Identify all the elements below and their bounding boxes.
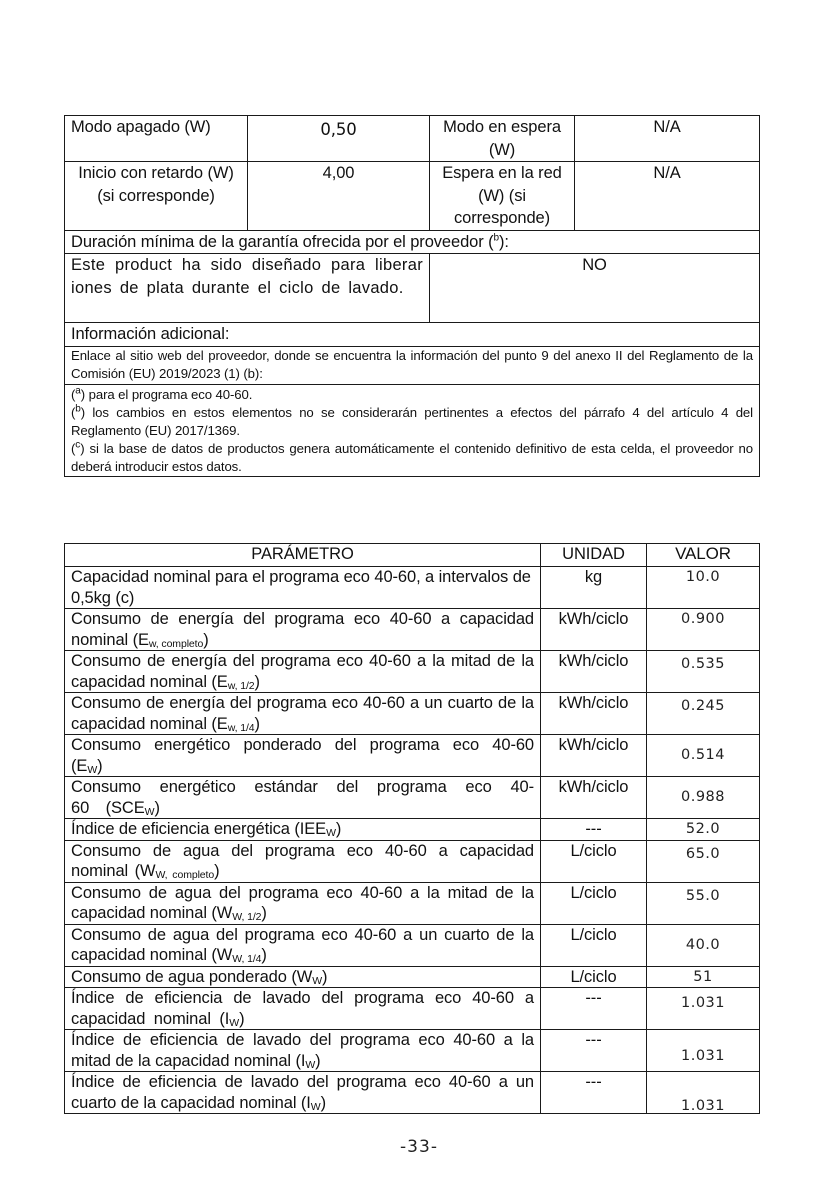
table-row: [65, 254, 760, 323]
delay-start-value: 4,00: [248, 162, 430, 231]
param-value: 0.988: [647, 777, 760, 819]
param-unit: kWh/ciclo: [541, 609, 647, 651]
param-unit: ---: [541, 1072, 647, 1114]
param-unit: L/ciclo: [541, 966, 647, 988]
header-value: VALOR: [647, 544, 760, 567]
param-unit: L/ciclo: [541, 882, 647, 924]
network-standby-value: N/A: [575, 162, 760, 231]
standby-mode-value: N/A: [575, 116, 760, 162]
param-unit: kWh/ciclo: [541, 651, 647, 693]
page-number: -33-: [400, 1137, 438, 1157]
header-parameter: PARÁMETRO: [65, 544, 541, 567]
param-value: 52.0: [647, 819, 760, 841]
param-unit: ---: [541, 819, 647, 841]
param-label: Índice de eficiencia energética $(IEE_W)$: [65, 819, 541, 841]
param-label: Consumo de agua ponderado $(W_W)$: [65, 966, 541, 988]
table-row: [65, 1030, 760, 1072]
param-unit: kg: [541, 567, 647, 609]
table-row: [65, 384, 760, 476]
param-label: Capacidad nominal para el programa eco 40-60, a intervalos de 0,5kg (c): [65, 567, 541, 609]
table-row: [65, 323, 760, 347]
param-value: 51: [647, 966, 760, 988]
silver-ions-label: Este product ha sido diseñado para liberar iones de plata durante el ciclo de lavado.: [65, 254, 430, 323]
param-value: 55.0: [647, 882, 760, 924]
param-value: 40.0: [647, 924, 760, 966]
table-row: [65, 162, 760, 231]
footnotes: [65, 384, 760, 476]
warranty-duration-label: Duración mínima de la garantía ofrecida por el proveedor ($^b$):: [65, 230, 760, 254]
table-row: [65, 777, 760, 819]
param-label: Consumo de energía del programa eco 40-60 a un cuarto de la capacidad nominal $(E_{w, 1/4})$: [65, 693, 541, 735]
table-row: [65, 1072, 760, 1114]
param-label: Índice de eficiencia de lavado del programa eco 40-60 a capacidad nominal $(I_W)$: [65, 988, 541, 1030]
param-value: 1.031: [647, 988, 760, 1030]
param-value: 0.514: [647, 735, 760, 777]
param-label: Consumo energético ponderado del programa eco 40-60 $(E_W)$: [65, 735, 541, 777]
param-value: 1.031: [647, 1030, 760, 1072]
network-standby-label: Espera en la red (W) (si corresponde): [430, 162, 575, 231]
delay-start-label: Inicio con retardo (W) (si corresponde): [65, 162, 248, 231]
table-row: [65, 567, 760, 609]
table-row: [65, 924, 760, 966]
footnote-c: ($^c$) si la base de datos de productos genera automáticamente el contenido definitivo de esta celda, el proveedor no deberá introducir estos datos.: [71, 439, 753, 474]
param-value: 1.031: [647, 1072, 760, 1114]
param-value: 10.0: [647, 567, 760, 609]
table-row: [65, 966, 760, 988]
table-row: [65, 840, 760, 882]
table-row: [65, 735, 760, 777]
parameter-table: [64, 543, 760, 1114]
param-label: Consumo de agua del programa eco 40-60 a la mitad de la capacidad nominal $(W_{W, 1/2})$: [65, 882, 541, 924]
param-label: Consumo de energía del programa eco 40-60 a la mitad de la capacidad nominal $(E_{w, 1/2})$: [65, 651, 541, 693]
table-row: [65, 116, 760, 162]
table-row: [65, 988, 760, 1030]
standby-power-table: [64, 115, 760, 477]
footnote-a: ($^a$) para el programa eco 40-60.: [71, 385, 253, 402]
param-unit: kWh/ciclo: [541, 777, 647, 819]
param-unit: L/ciclo: [541, 924, 647, 966]
additional-info-heading: Información adicional:: [65, 323, 760, 347]
table-header-row: [65, 544, 760, 567]
table-row: [65, 693, 760, 735]
param-label: Índice de eficiencia de lavado del programa eco 40-60 a la mitad de la capacidad nominal $(I_W)$: [65, 1030, 541, 1072]
table-row: [65, 346, 760, 384]
param-value: 0.900: [647, 609, 760, 651]
table-row: [65, 819, 760, 841]
param-value: 0.245: [647, 693, 760, 735]
param-unit: L/ciclo: [541, 840, 647, 882]
table-row: [65, 230, 760, 254]
table-row: [65, 651, 760, 693]
param-label: Índice de eficiencia de lavado del programa eco 40-60 a un cuarto de la capacidad nominal $(I_W)$: [65, 1072, 541, 1114]
standby-mode-label: Modo en espera (W): [430, 116, 575, 162]
param-unit: kWh/ciclo: [541, 735, 647, 777]
off-mode-label: Modo apagado (W): [65, 116, 248, 162]
table-row: [65, 609, 760, 651]
param-unit: ---: [541, 1030, 647, 1072]
param-value: 0.535: [647, 651, 760, 693]
silver-ions-value: NO: [430, 254, 760, 323]
param-unit: kWh/ciclo: [541, 693, 647, 735]
param-label: Consumo de energía del programa eco 40-60 a capacidad nominal $(E_{w, completo})$: [65, 609, 541, 651]
param-label: Consumo de agua del programa eco 40-60 a capacidad nominal $(W_{W, completo})$: [65, 840, 541, 882]
footnote-b: ($^b$) los cambios en estos elementos no se considerarán pertinentes a efectos del párrafo 4 del artículo 4 del Reglamento (EU) 2017/1369.: [71, 403, 753, 438]
param-label: Consumo de agua del programa eco 40-60 a un cuarto de la capacidad nominal $(W_{W, 1/4})$: [65, 924, 541, 966]
header-unit: UNIDAD: [541, 544, 647, 567]
param-value: 65.0: [647, 840, 760, 882]
table-row: [65, 882, 760, 924]
param-label: Consumo energético estándar del programa eco 40-60 $(SCE_W)$: [65, 777, 541, 819]
off-mode-value: 0,50: [248, 116, 430, 162]
param-unit: ---: [541, 988, 647, 1030]
supplier-website-link-text: Enlace al sitio web del proveedor, donde se encuentra la información del punto 9 del anexo II del Reglamento de la Comisión (EU) 2019/2023 (1) (b):: [65, 346, 760, 384]
